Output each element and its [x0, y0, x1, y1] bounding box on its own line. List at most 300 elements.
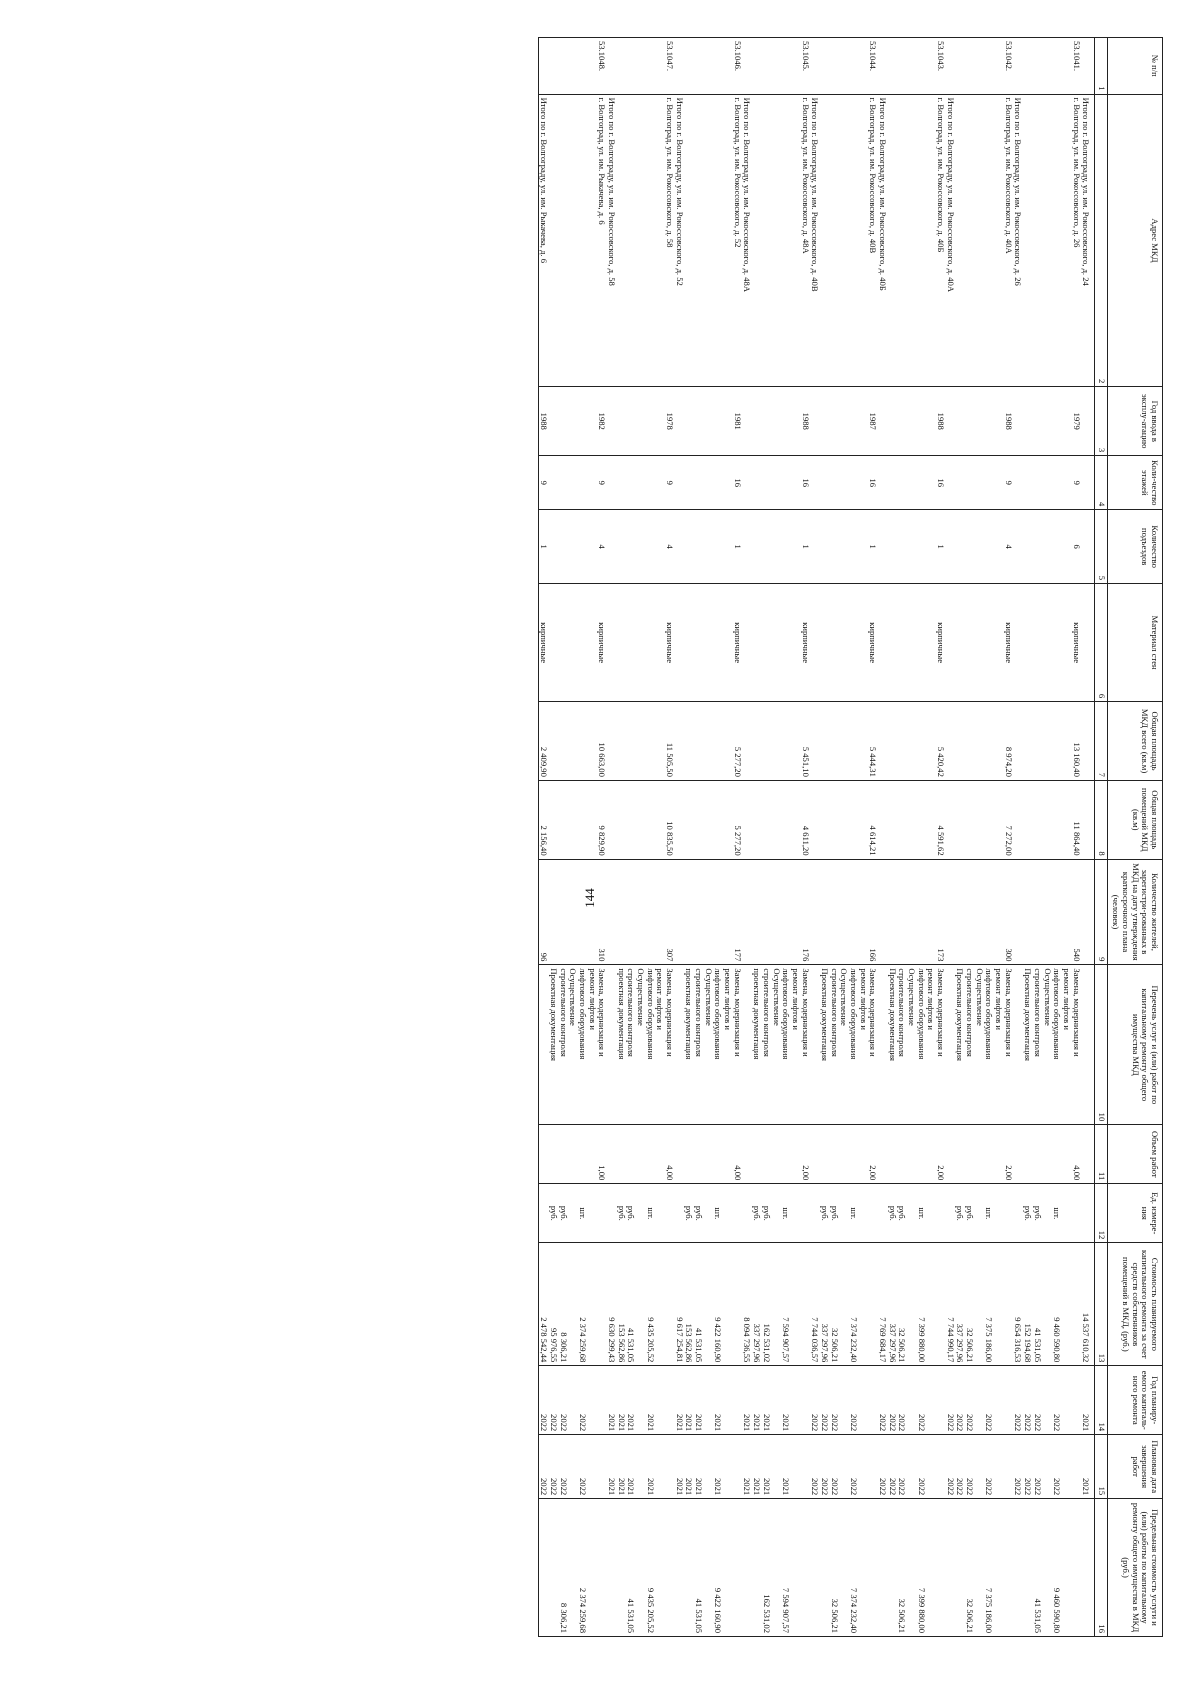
limit-cost-line — [994, 1502, 1004, 1633]
work-line: Осуществление — [703, 968, 714, 1026]
cost-line: 162 531,02 — [761, 1323, 772, 1363]
floors — [1013, 456, 1023, 510]
unit-line — [655, 1187, 665, 1239]
cost-line — [994, 1246, 1004, 1362]
spacer-cell — [1090, 859, 1095, 965]
area-premises: 2 156,40 — [538, 780, 548, 859]
unit-line — [597, 1187, 607, 1239]
repair-year-line: 2022 — [578, 1414, 588, 1432]
cost — [752, 1243, 810, 1366]
floors — [1081, 456, 1091, 510]
entrances — [606, 510, 616, 584]
column-number: 2 — [1095, 94, 1108, 387]
spacer-cell — [1090, 510, 1095, 584]
volume-line — [790, 1128, 800, 1180]
entrances: 4 — [548, 510, 606, 584]
entrances — [1013, 510, 1023, 584]
volume-line — [713, 1128, 723, 1180]
entrances: 4 — [955, 510, 1013, 584]
work-line: строительного контроля — [694, 968, 705, 1057]
work-line: проектная документация — [684, 968, 695, 1060]
unit-line: руб. — [965, 1205, 976, 1221]
wall-material — [810, 584, 820, 702]
area-total: 10 663,00 — [548, 702, 606, 781]
volume — [752, 1125, 810, 1184]
house-row — [955, 38, 1013, 1637]
repair-year-line: 2022 — [897, 1414, 908, 1432]
floors: 16 — [752, 456, 810, 510]
volume — [955, 1125, 1013, 1184]
cost-line: 32 506,21 — [897, 1327, 908, 1363]
volume-line — [887, 1128, 897, 1180]
repair-year: 2021 — [606, 1366, 616, 1435]
entrances — [945, 510, 955, 584]
completion-date-line: 2022 — [1052, 1477, 1063, 1496]
column-number: 8 — [1095, 780, 1108, 859]
work-line: Осуществление — [839, 968, 850, 1026]
year-built: 1979 — [1023, 387, 1081, 456]
limit-cost-line: 7 594 907,57 — [781, 1587, 792, 1633]
limit-cost — [1023, 1499, 1081, 1637]
house-address: г. Волгоград, ул. им. Рокоссовского, д. 58 — [616, 94, 674, 387]
year-built — [742, 387, 752, 456]
limit-cost-line — [790, 1502, 800, 1633]
total-address: Итого по г. Волгограду, ул. им. Рокоссовского, д. 58 — [606, 94, 616, 387]
volume-line — [781, 1128, 791, 1180]
floors — [877, 456, 887, 510]
repair-year-line — [1003, 1369, 1013, 1431]
volume — [684, 1125, 742, 1184]
cost-line: 152 194,68 — [1023, 1323, 1034, 1363]
repair-year-line: 2022 — [984, 1414, 995, 1432]
entrances — [810, 510, 820, 584]
volume-line: 2,00 — [800, 1165, 811, 1181]
repair-year — [955, 1366, 1013, 1435]
row-number — [606, 38, 616, 95]
year-built: 1978 — [616, 387, 674, 456]
residents — [742, 859, 752, 965]
total-row — [538, 38, 548, 1637]
repair-year — [1023, 1366, 1081, 1435]
works — [674, 965, 684, 1125]
unit — [616, 1184, 674, 1243]
cost-line — [597, 1246, 607, 1362]
work-line: проектная документация — [752, 968, 763, 1060]
wall-material: кирпичные — [548, 584, 606, 702]
limit-cost — [877, 1499, 887, 1637]
limit-cost — [945, 1499, 955, 1637]
work-line: Проектная документация — [548, 968, 559, 1062]
residents: 307 — [616, 859, 674, 965]
total-row — [810, 38, 820, 1637]
repair-year-line: 2022 — [849, 1414, 859, 1432]
cost-line: 7 375 186,00 — [984, 1317, 995, 1363]
work-line: Замена, модернизация и — [732, 968, 743, 1057]
unit — [877, 1184, 887, 1243]
completion-date-line: 2022 — [965, 1477, 976, 1496]
unit-line — [839, 1187, 849, 1239]
area-total — [1081, 702, 1091, 781]
limit-cost-line — [752, 1502, 762, 1633]
volume — [606, 1125, 616, 1184]
completion-date-line: 2021 — [694, 1477, 705, 1496]
volume-line: 2,00 — [1003, 1165, 1014, 1181]
area-premises: 9 829,90 — [548, 780, 606, 859]
limit-cost-line — [655, 1502, 665, 1633]
floors — [945, 456, 955, 510]
work-line: лифтового оборудования — [984, 968, 995, 1060]
unit — [752, 1184, 810, 1243]
volume — [945, 1125, 955, 1184]
column-number: 9 — [1095, 859, 1108, 965]
repair-year-line — [568, 1369, 578, 1431]
volume-line — [655, 1128, 665, 1180]
cost-line — [703, 1246, 713, 1362]
table-body — [538, 38, 1095, 1637]
works — [1081, 965, 1091, 1125]
completion-date-line: 2022 — [558, 1477, 569, 1496]
repair-year — [752, 1366, 810, 1435]
row-number: 53.1041. — [1023, 38, 1081, 95]
limit-cost-line — [568, 1502, 578, 1633]
repair-year-line: 2022 — [887, 1414, 898, 1432]
repair-year-line — [868, 1369, 878, 1431]
work-line: Осуществление — [907, 968, 918, 1026]
completion-date-line — [994, 1438, 1004, 1495]
completion-date-line: 2021 — [616, 1477, 627, 1496]
wall-material: кирпичные — [819, 584, 877, 702]
repair-year — [548, 1366, 606, 1435]
unit-line: руб. — [1023, 1205, 1034, 1221]
row-number — [877, 38, 887, 95]
entrances: 6 — [1023, 510, 1081, 584]
floors — [674, 456, 684, 510]
area-total — [810, 702, 820, 781]
repair-year-line — [800, 1369, 810, 1431]
total-cost: 7 744 990,17 — [945, 1243, 955, 1366]
total-address: Итого по г. Волгограду, ул. им. Рокоссовского, д. 40Б — [877, 94, 887, 387]
year-built: 1988 — [887, 387, 945, 456]
unit-line: руб. — [761, 1205, 772, 1221]
unit-line: руб. — [897, 1205, 908, 1221]
works — [877, 965, 887, 1125]
cost-line — [732, 1246, 742, 1362]
repair-year-line: 2021 — [645, 1414, 656, 1432]
limit-cost-line: 7 399 880,00 — [916, 1587, 927, 1633]
limit-cost — [1081, 1499, 1091, 1637]
volume-line — [635, 1128, 645, 1180]
limit-cost-line: 9 422 160,90 — [713, 1587, 724, 1633]
unit-line: шт. — [713, 1207, 724, 1220]
volume-line — [752, 1128, 762, 1180]
floors: 9 — [955, 456, 1013, 510]
cost-line — [771, 1246, 781, 1362]
completion-date-line: 2021 — [713, 1477, 724, 1496]
limit-cost-line — [684, 1502, 694, 1633]
repair-year — [684, 1366, 742, 1435]
wall-material — [606, 584, 616, 702]
completion-date-line — [1061, 1438, 1071, 1495]
cost — [616, 1243, 674, 1366]
limit-cost-line: 32 506,21 — [829, 1598, 840, 1633]
completion-date-line: 2021 — [626, 1477, 637, 1496]
area-premises — [945, 780, 955, 859]
year-built — [1081, 387, 1091, 456]
repair-year-line — [974, 1369, 984, 1431]
year-built — [877, 387, 887, 456]
volume-line — [548, 1128, 558, 1180]
work-line: ремонт лифтов и — [790, 968, 801, 1030]
entrances: 1 — [684, 510, 742, 584]
year-built: 1988 — [955, 387, 1013, 456]
unit-line: руб. — [829, 1205, 840, 1221]
limit-cost — [819, 1499, 877, 1637]
cost-line: 9 460 590,80 — [1052, 1317, 1063, 1363]
residents: 540 — [1023, 859, 1081, 965]
residents: 300 — [955, 859, 1013, 965]
limit-cost — [548, 1499, 606, 1637]
column-header: Ед. измере-ния — [1107, 1184, 1162, 1243]
total-address: Итого по г. Волгограду, ул. им. Рокоссовского, д. 52 — [674, 94, 684, 387]
volume-line — [645, 1128, 655, 1180]
cost-line: 7 399 880,00 — [916, 1317, 927, 1363]
volume-line — [926, 1128, 936, 1180]
house-row — [684, 38, 742, 1637]
completion-date — [548, 1435, 606, 1499]
limit-cost — [1013, 1499, 1023, 1637]
year-built — [945, 387, 955, 456]
year-built: 1987 — [819, 387, 877, 456]
cost — [955, 1243, 1013, 1366]
limit-cost-line — [635, 1502, 645, 1633]
repair-year-line — [935, 1369, 945, 1431]
volume-line — [703, 1128, 713, 1180]
completion-date-line: 2022 — [955, 1477, 966, 1496]
limit-cost-line — [935, 1502, 945, 1633]
residents — [877, 859, 887, 965]
area-premises — [606, 780, 616, 859]
row-number — [810, 38, 820, 95]
limit-cost-line — [819, 1502, 829, 1633]
completion-date — [616, 1435, 674, 1499]
unit-line — [771, 1187, 781, 1239]
volume — [877, 1125, 887, 1184]
unit-line: руб. — [694, 1205, 705, 1221]
cost-line — [935, 1246, 945, 1362]
repair-year-line: 2022 — [558, 1414, 569, 1432]
volume-line: 1,00 — [597, 1165, 608, 1181]
unit-line — [858, 1187, 868, 1239]
total-cost: 8 094 736,55 — [742, 1243, 752, 1366]
unit-line: руб. — [626, 1205, 637, 1221]
total-cost: 2 478 542,44 — [538, 1243, 548, 1366]
volume-line — [568, 1128, 578, 1180]
cost-line — [1061, 1246, 1071, 1362]
cost-line — [664, 1246, 674, 1362]
repair-year-line: 2021 — [684, 1414, 695, 1432]
completion-date: 2022 — [1013, 1435, 1023, 1499]
repair-year: 2022 — [810, 1366, 820, 1435]
work-line: лифтового оборудования — [713, 968, 724, 1060]
work-line: лифтового оборудования — [781, 968, 792, 1060]
wall-material: кирпичные — [955, 584, 1013, 702]
wall-material — [1013, 584, 1023, 702]
rotated-page — [55, 37, 1163, 1637]
house-address: г. Волгоград, ул. им. Рокоссовского, д. 52 — [684, 94, 742, 387]
area-total — [674, 702, 684, 781]
limit-cost-line — [926, 1502, 936, 1633]
spacer-cell — [1090, 456, 1095, 510]
unit — [1013, 1184, 1023, 1243]
residents — [1013, 859, 1023, 965]
limit-cost-line — [587, 1502, 597, 1633]
repair-year-line — [664, 1369, 674, 1431]
cost-line — [568, 1246, 578, 1362]
unit-line — [703, 1187, 713, 1239]
unit — [1081, 1184, 1091, 1243]
repair-year: 2022 — [877, 1366, 887, 1435]
total-row — [945, 38, 955, 1637]
work-line: строительного контроля — [761, 968, 772, 1057]
unit — [1023, 1184, 1081, 1243]
volume-line — [771, 1128, 781, 1180]
cost-line: 41 531,05 — [626, 1327, 637, 1363]
repair-year-line: 2022 — [548, 1414, 559, 1432]
house-row — [1023, 38, 1081, 1637]
floors: 9 — [616, 456, 674, 510]
volume-line — [994, 1128, 1004, 1180]
repair-year: 2022 — [1013, 1366, 1023, 1435]
year-built — [606, 387, 616, 456]
work-line: ремонт лифтов и — [994, 968, 1005, 1030]
completion-date-line — [790, 1438, 800, 1495]
limit-cost — [742, 1499, 752, 1637]
unit-line: руб. — [558, 1205, 569, 1221]
row-number — [742, 38, 752, 95]
floors — [606, 456, 616, 510]
volume-line — [558, 1128, 568, 1180]
cost-line — [858, 1246, 868, 1362]
volume-line: 4,00 — [732, 1165, 743, 1181]
area-total: 13 160,40 — [1023, 702, 1081, 781]
cost-line: 153 562,86 — [684, 1323, 695, 1363]
volume — [548, 1125, 606, 1184]
cost-line: 32 506,21 — [829, 1327, 840, 1363]
completion-date-line — [935, 1438, 945, 1495]
area-total: 5 444,31 — [819, 702, 877, 781]
residents — [945, 859, 955, 965]
limit-cost — [684, 1499, 742, 1637]
area-premises: 4 611,20 — [752, 780, 810, 859]
unit-line: руб. — [1032, 1205, 1043, 1221]
repair-year-line — [1042, 1369, 1052, 1431]
repair-year: 2021 — [742, 1366, 752, 1435]
volume-line — [684, 1128, 694, 1180]
entrances — [674, 510, 684, 584]
completion-date-line — [732, 1438, 742, 1495]
volume-line — [897, 1128, 907, 1180]
completion-date-line: 2021 — [752, 1477, 763, 1496]
work-line: Осуществление — [1042, 968, 1053, 1026]
column-number: 3 — [1095, 387, 1108, 456]
wall-material — [674, 584, 684, 702]
work-line: проектная документация — [616, 968, 627, 1060]
completion-date-line — [635, 1438, 645, 1495]
limit-cost-line — [955, 1502, 965, 1633]
column-header: Адрес МКД — [1107, 94, 1162, 387]
spacer-cell — [1090, 702, 1095, 781]
completion-date — [1023, 1435, 1081, 1499]
column-number: 16 — [1095, 1499, 1108, 1637]
volume — [810, 1125, 820, 1184]
wall-material — [1081, 584, 1091, 702]
repair-year-line: 2021 — [616, 1414, 627, 1432]
house-address: г. Волгоград, ул. им. Рокоссовского, д. 48А — [752, 94, 810, 387]
volume-line — [1061, 1128, 1071, 1180]
repair-year-line: 2022 — [1023, 1414, 1034, 1432]
repair-year-line — [926, 1369, 936, 1431]
limit-cost-line — [868, 1502, 878, 1633]
work-line: Проектная документация — [955, 968, 966, 1062]
limit-cost — [810, 1499, 820, 1637]
work-line: Осуществление — [974, 968, 985, 1026]
repair-year-line: 2022 — [1052, 1414, 1063, 1432]
area-premises — [1081, 780, 1091, 859]
floors: 9 — [538, 456, 548, 510]
cost-line: 8 306,21 — [558, 1332, 569, 1363]
cost — [887, 1243, 945, 1366]
unit-line — [790, 1187, 800, 1239]
row-number — [1081, 38, 1091, 95]
cost-line: 7 374 232,40 — [849, 1317, 859, 1363]
limit-cost-line — [597, 1502, 607, 1633]
completion-date-line: 2022 — [578, 1477, 588, 1496]
unit — [955, 1184, 1013, 1243]
column-header: Материал стен — [1107, 584, 1162, 702]
completion-date: 2022 — [810, 1435, 820, 1499]
volume — [1081, 1125, 1091, 1184]
wall-material: кирпичные — [752, 584, 810, 702]
limit-cost-line — [616, 1502, 626, 1633]
works — [810, 965, 820, 1125]
area-total: 5 451,10 — [752, 702, 810, 781]
unit-line: руб. — [955, 1205, 966, 1221]
area-total: 11 505,50 — [616, 702, 674, 781]
cost-line: 9 422 160,90 — [713, 1317, 724, 1363]
entrances — [877, 510, 887, 584]
work-line: ремонт лифтов и — [655, 968, 666, 1030]
volume-line: 2,00 — [936, 1165, 947, 1181]
total-cost: 7 744 036,57 — [810, 1243, 820, 1366]
limit-cost-line — [858, 1502, 868, 1633]
entrances: 4 — [616, 510, 674, 584]
unit-line — [935, 1187, 945, 1239]
row-number: 53.1047. — [616, 38, 674, 95]
unit-line: шт. — [645, 1207, 656, 1220]
completion-date-line — [800, 1438, 810, 1495]
cost-line — [1071, 1246, 1081, 1362]
total-address: Итого по г. Волгограду, ул. им. Рокоссовского, д. 40А — [945, 94, 955, 387]
cost-line — [635, 1246, 645, 1362]
completion-date-line: 2022 — [1032, 1477, 1043, 1496]
floors: 16 — [887, 456, 945, 510]
cost-line — [1042, 1246, 1052, 1362]
volume-line — [964, 1128, 974, 1180]
repair-year: 2022 — [945, 1366, 955, 1435]
completion-date-line — [839, 1438, 849, 1495]
limit-cost-line — [887, 1502, 897, 1633]
area-premises — [742, 780, 752, 859]
